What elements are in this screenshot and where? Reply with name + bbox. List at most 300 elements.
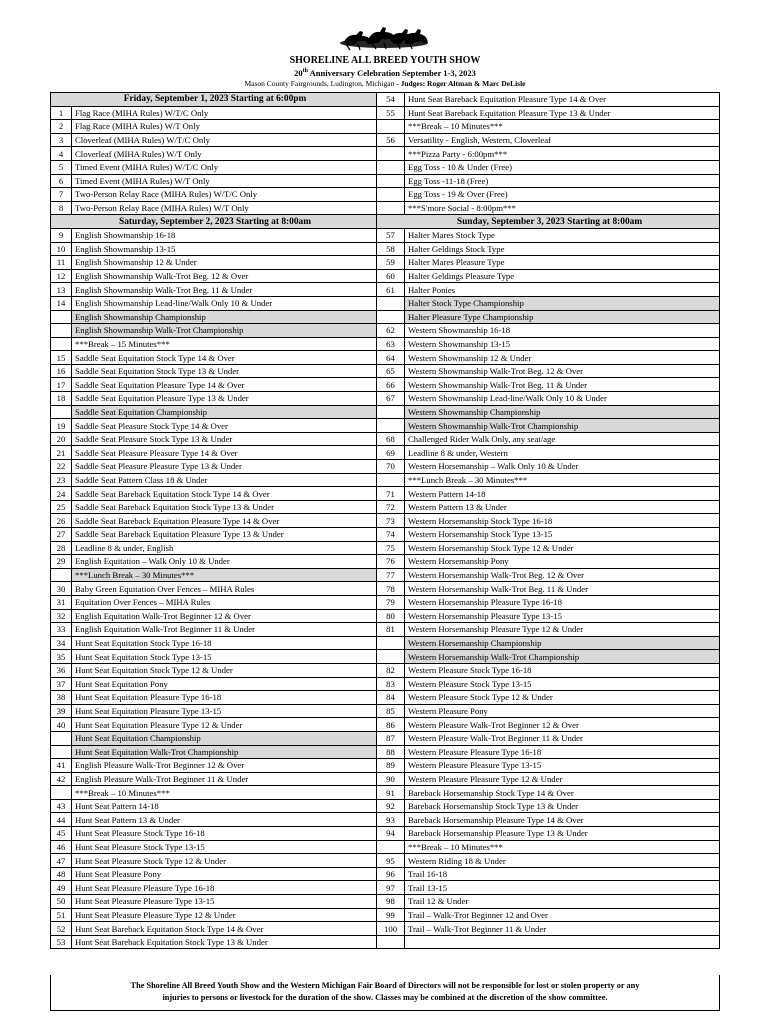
class-name: Cloverleaf (MIHA Rules) W/T Only	[72, 147, 377, 161]
class-number	[377, 840, 405, 854]
class-number: 28	[51, 541, 72, 555]
class-name: Saddle Seat Bareback Equitation Stock Type 13 & Under	[72, 500, 377, 514]
class-number: 43	[51, 799, 72, 813]
schedule-row	[51, 432, 720, 446]
class-name: Halter Ponies	[405, 283, 720, 297]
class-number: 93	[377, 813, 405, 827]
class-number: 67	[377, 392, 405, 406]
schedule-row	[51, 120, 720, 134]
class-number: 48	[51, 867, 72, 881]
class-name: Saddle Seat Pleasure Stock Type 13 & Under	[72, 432, 377, 446]
class-number: 60	[377, 269, 405, 283]
class-name: Western Pleasure Pleasure Type 13-15	[405, 759, 720, 773]
class-name: Bareback Horsemanship Stock Type 14 & Over	[405, 786, 720, 800]
class-name: Western Showmanship 13-15	[405, 337, 720, 351]
schedule-row	[51, 337, 720, 351]
class-name: Saddle Seat Bareback Equitation Stock Type 14 & Over	[72, 487, 377, 501]
class-number: 100	[377, 922, 405, 936]
schedule-row	[51, 106, 720, 120]
class-number: 78	[377, 582, 405, 596]
class-name: Saddle Seat Equitation Championship	[72, 405, 377, 419]
class-number: 94	[377, 827, 405, 841]
class-name: Bareback Horsemanship Pleasure Type 14 & Over	[405, 813, 720, 827]
class-number	[377, 473, 405, 487]
class-name: English Showmanship 16-18	[72, 228, 377, 242]
class-name: Leadline 8 & under, Western	[405, 446, 720, 460]
schedule-row	[51, 174, 720, 188]
schedule-row	[51, 867, 720, 881]
schedule-row	[51, 772, 720, 786]
class-name: Trail 13-15	[405, 881, 720, 895]
class-number: 63	[377, 337, 405, 351]
class-number	[51, 745, 72, 759]
class-name: English Showmanship Walk-Trot Championship	[72, 324, 377, 338]
schedule-row	[51, 840, 720, 854]
class-name: Halter Geldings Stock Type	[405, 242, 720, 256]
class-name: English Showmanship 13-15	[72, 242, 377, 256]
class-name: English Equitation Walk-Trot Beginner 12 & Over	[72, 609, 377, 623]
anniversary-line: 20th Anniversary Celebration September 1-3, 2023	[294, 68, 476, 78]
schedule-row	[51, 555, 720, 569]
class-name	[405, 935, 720, 949]
schedule-row	[51, 718, 720, 732]
class-number: 23	[51, 473, 72, 487]
class-number: 38	[51, 691, 72, 705]
class-name: Halter Mares Stock Type	[405, 228, 720, 242]
class-name: Bareback Horsemanship Pleasure Type 13 & Under	[405, 827, 720, 841]
class-number: 68	[377, 432, 405, 446]
schedule-row	[51, 935, 720, 949]
class-name: Halter Pleasure Type Championship	[405, 310, 720, 324]
schedule-row	[51, 201, 720, 215]
schedule-row	[51, 93, 720, 107]
schedule-row	[51, 269, 720, 283]
class-name: English Showmanship 12 & Under	[72, 256, 377, 270]
class-number: 13	[51, 283, 72, 297]
disclaimer-line-2: injuries to persons or livestock for the duration of the show. Classes may be combined at the discretion of the show committee.	[162, 993, 608, 1002]
class-name: Egg Toss -11-18 (Free)	[405, 174, 720, 188]
class-name: Hunt Seat Pleasure Stock Type 12 & Under	[72, 854, 377, 868]
class-number: 52	[51, 922, 72, 936]
schedule-row	[51, 147, 720, 161]
class-name: Western Horsemanship Walk-Trot Beg. 12 & Over	[405, 568, 720, 582]
class-number: 20	[51, 432, 72, 446]
class-number: 10	[51, 242, 72, 256]
class-number: 71	[377, 487, 405, 501]
class-number: 99	[377, 908, 405, 922]
class-name: Western Horsemanship Pleasure Type 16-18	[405, 595, 720, 609]
class-name: Hunt Seat Equitation Stock Type 12 & Under	[72, 663, 377, 677]
class-number	[51, 568, 72, 582]
horses-logo-icon	[338, 20, 430, 52]
class-number: 69	[377, 446, 405, 460]
class-name: English Showmanship Championship	[72, 310, 377, 324]
schedule-row	[51, 188, 720, 202]
class-name: Western Horsemanship Pleasure Type 13-15	[405, 609, 720, 623]
class-name: Western Showmanship 16-18	[405, 324, 720, 338]
class-name: Hunt Seat Pleasure Pleasure Type 12 & Under	[72, 908, 377, 922]
class-number	[377, 174, 405, 188]
class-name: Hunt Seat Pattern 14-18	[72, 799, 377, 813]
class-name: Hunt Seat Pleasure Pony	[72, 867, 377, 881]
schedule-row	[51, 528, 720, 542]
class-number: 2	[51, 120, 72, 134]
judges-text: Judges: Roger Altman & Marc DeLisle	[400, 79, 526, 88]
class-name: Saddle Seat Bareback Equitation Pleasure Type 14 & Over	[72, 514, 377, 528]
class-number: 76	[377, 555, 405, 569]
class-name: Flag Race (MIHA Rules) W/T/C Only	[72, 106, 377, 120]
class-number: 51	[51, 908, 72, 922]
schedule-row	[51, 446, 720, 460]
class-number: 12	[51, 269, 72, 283]
class-number: 79	[377, 595, 405, 609]
class-name: Saddle Seat Equitation Pleasure Type 14 & Over	[72, 378, 377, 392]
schedule-row	[51, 636, 720, 650]
class-name: Hunt Seat Equitation Pleasure Type 16-18	[72, 691, 377, 705]
class-name: Cloverleaf (MIHA Rules) W/T/C Only	[72, 133, 377, 147]
class-number: 45	[51, 827, 72, 841]
class-name: English Pleasure Walk-Trot Beginner 12 & Over	[72, 759, 377, 773]
class-name: Hunt Seat Bareback Equitation Stock Type 14 & Over	[72, 922, 377, 936]
schedule-row	[51, 691, 720, 705]
class-name: Saddle Seat Equitation Pleasure Type 13 & Under	[72, 392, 377, 406]
class-number: 39	[51, 704, 72, 718]
class-name: Western Showmanship Walk-Trot Beg. 11 & Under	[405, 378, 720, 392]
class-name: Versatility - English, Western, Cloverleaf	[405, 133, 720, 147]
class-name: Western Pleasure Walk-Trot Beginner 12 & Over	[405, 718, 720, 732]
class-number	[377, 188, 405, 202]
schedule-row	[51, 609, 720, 623]
schedule-row	[51, 364, 720, 378]
class-number	[377, 296, 405, 310]
class-name: Timed Event (MIHA Rules) W/T/C Only	[72, 160, 377, 174]
class-number: 16	[51, 364, 72, 378]
class-name: Flag Race (MIHA Rules) W/T Only	[72, 120, 377, 134]
class-name: Timed Event (MIHA Rules) W/T Only	[72, 174, 377, 188]
class-number: 88	[377, 745, 405, 759]
class-name: Western Horsemanship Walk-Trot Beg. 11 & Under	[405, 582, 720, 596]
schedule-row	[51, 160, 720, 174]
class-name: Two-Person Relay Race (MIHA Rules) W/T Only	[72, 201, 377, 215]
class-number	[377, 419, 405, 433]
class-name: Western Pattern 13 & Under	[405, 500, 720, 514]
class-number: 32	[51, 609, 72, 623]
class-name: ***Lunch Break – 30 Minutes***	[405, 473, 720, 487]
class-number: 62	[377, 324, 405, 338]
class-name: Hunt Seat Bareback Equitation Stock Type 13 & Under	[72, 935, 377, 949]
class-number: 86	[377, 718, 405, 732]
class-name: ***Break – 10 Minutes***	[405, 840, 720, 854]
show-title: SHORELINE ALL BREED YOUTH SHOW	[289, 55, 481, 66]
class-name: Hunt Seat Equitation Pony	[72, 677, 377, 691]
class-number: 90	[377, 772, 405, 786]
class-number: 55	[377, 106, 405, 120]
class-name: Hunt Seat Equitation Stock Type 13-15	[72, 650, 377, 664]
location-line: Mason County Fairgrounds, Ludington, Michigan - Judges: Roger Altman & Marc DeLisle	[244, 79, 526, 88]
class-name: English Showmanship Walk-Trot Beg. 11 & Under	[72, 283, 377, 297]
class-number: 87	[377, 731, 405, 745]
class-number: 4	[51, 147, 72, 161]
class-number: 58	[377, 242, 405, 256]
class-name: Western Pleasure Pleasure Type 16-18	[405, 745, 720, 759]
class-name: English Pleasure Walk-Trot Beginner 11 & Under	[72, 772, 377, 786]
class-name: ***Pizza Party - 6:00pm***	[405, 147, 720, 161]
schedule-row	[51, 745, 720, 759]
class-name: ***Break – 10 Minutes***	[405, 120, 720, 134]
class-name: Western Horsemanship Championship	[405, 636, 720, 650]
class-number: 26	[51, 514, 72, 528]
schedule-row	[51, 283, 720, 297]
class-number: 35	[51, 650, 72, 664]
class-number: 59	[377, 256, 405, 270]
class-name: Western Pleasure Stock Type 16-18	[405, 663, 720, 677]
schedule-row	[51, 895, 720, 909]
class-number: 21	[51, 446, 72, 460]
class-name: Trail – Walk-Trot Beginner 12 and Over	[405, 908, 720, 922]
class-name: Western Horsemanship – Walk Only 10 & Under	[405, 460, 720, 474]
schedule-row	[51, 487, 720, 501]
class-name: Hunt Seat Equitation Pleasure Type 12 & Under	[72, 718, 377, 732]
class-name: Hunt Seat Pleasure Stock Type 13-15	[72, 840, 377, 854]
schedule-row	[51, 595, 720, 609]
class-name: Equitation Over Fences – MIHA Rules	[72, 595, 377, 609]
class-name: Hunt Seat Bareback Equitation Pleasure Type 13 & Under	[405, 106, 720, 120]
schedule-row	[51, 704, 720, 718]
class-number: 17	[51, 378, 72, 392]
class-number: 75	[377, 541, 405, 555]
schedule-row	[51, 922, 720, 936]
schedule-row	[51, 881, 720, 895]
class-name: Western Showmanship 12 & Under	[405, 351, 720, 365]
class-number	[51, 324, 72, 338]
class-number: 85	[377, 704, 405, 718]
schedule-row	[51, 473, 720, 487]
schedule-row	[51, 242, 720, 256]
class-number: 92	[377, 799, 405, 813]
class-number: 22	[51, 460, 72, 474]
schedule-row	[51, 228, 720, 242]
class-number: 25	[51, 500, 72, 514]
class-name: English Equitation Walk-Trot Beginner 11 & Under	[72, 623, 377, 637]
class-name: Halter Geldings Pleasure Type	[405, 269, 720, 283]
class-number: 96	[377, 867, 405, 881]
class-number	[51, 731, 72, 745]
class-number: 9	[51, 228, 72, 242]
schedule-row	[51, 351, 720, 365]
class-name: Western Horsemanship Pony	[405, 555, 720, 569]
schedule-row	[51, 310, 720, 324]
schedule-row	[51, 419, 720, 433]
class-number: 98	[377, 895, 405, 909]
class-name: Hunt Seat Pleasure Pleasure Type 16-18	[72, 881, 377, 895]
class-number	[377, 310, 405, 324]
day-header-left: Saturday, September 2, 2023 Starting at 8:00am	[51, 215, 377, 229]
class-name: Western Pleasure Walk-Trot Beginner 11 & Under	[405, 731, 720, 745]
class-name: Western Pleasure Stock Type 13-15	[405, 677, 720, 691]
class-name: Bareback Horsemanship Stock Type 13 & Under	[405, 799, 720, 813]
class-number: 49	[51, 881, 72, 895]
class-name: Western Horsemanship Stock Type 13-15	[405, 528, 720, 542]
schedule-row	[51, 405, 720, 419]
class-number: 8	[51, 201, 72, 215]
class-number: 19	[51, 419, 72, 433]
class-number	[377, 201, 405, 215]
class-number: 65	[377, 364, 405, 378]
class-number: 72	[377, 500, 405, 514]
schedule-row	[51, 582, 720, 596]
class-name: Saddle Seat Bareback Equitation Pleasure Type 13 & Under	[72, 528, 377, 542]
schedule-row	[51, 908, 720, 922]
schedule-row	[51, 568, 720, 582]
class-name: Egg Toss - 19 & Over (Free)	[405, 188, 720, 202]
class-number: 89	[377, 759, 405, 773]
schedule-row	[51, 731, 720, 745]
class-number: 81	[377, 623, 405, 637]
schedule-row	[51, 786, 720, 800]
schedule-row	[51, 378, 720, 392]
class-name: ***S'more Social - 8:00pm***	[405, 201, 720, 215]
class-name: Hunt Seat Pattern 13 & Under	[72, 813, 377, 827]
class-number	[377, 160, 405, 174]
class-number: 6	[51, 174, 72, 188]
class-number	[377, 636, 405, 650]
class-number	[51, 310, 72, 324]
class-name: Hunt Seat Equitation Stock Type 16-18	[72, 636, 377, 650]
class-name: Western Showmanship Championship	[405, 405, 720, 419]
class-number: 30	[51, 582, 72, 596]
class-name: Trail – Walk-Trot Beginner 11 & Under	[405, 922, 720, 936]
class-number: 11	[51, 256, 72, 270]
class-number	[377, 147, 405, 161]
schedule-row	[51, 677, 720, 691]
class-name: Baby Green Equitation Over Fences – MIHA Rules	[72, 582, 377, 596]
schedule-table	[50, 92, 720, 949]
class-name: English Equitation – Walk Only 10 & Under	[72, 555, 377, 569]
class-number: 37	[51, 677, 72, 691]
schedule-row	[51, 663, 720, 677]
class-number	[51, 405, 72, 419]
schedule-row	[51, 759, 720, 773]
class-number: 97	[377, 881, 405, 895]
class-name: ***Break – 15 Minutes***	[72, 337, 377, 351]
class-name: Hunt Seat Equitation Pleasure Type 13-15	[72, 704, 377, 718]
disclaimer-footer	[50, 975, 720, 1011]
class-name: Western Pattern 14-18	[405, 487, 720, 501]
class-number: 56	[377, 133, 405, 147]
class-name: Western Pleasure Stock Type 12 & Under	[405, 691, 720, 705]
schedule-row	[51, 827, 720, 841]
class-number: 84	[377, 691, 405, 705]
class-name: Hunt Seat Equitation Walk-Trot Championship	[72, 745, 377, 759]
class-name: Halter Stock Type Championship	[405, 296, 720, 310]
class-number: 66	[377, 378, 405, 392]
class-name: Trail 16-18	[405, 867, 720, 881]
class-name: Saddle Seat Pattern Class 18 & Under	[72, 473, 377, 487]
class-number	[51, 337, 72, 351]
class-number: 70	[377, 460, 405, 474]
class-name: Western Showmanship Walk-Trot Championship	[405, 419, 720, 433]
class-name: Trail 12 & Under	[405, 895, 720, 909]
class-number: 40	[51, 718, 72, 732]
class-number: 5	[51, 160, 72, 174]
class-number: 15	[51, 351, 72, 365]
class-number: 73	[377, 514, 405, 528]
class-name: English Showmanship Lead-line/Walk Only 10 & Under	[72, 296, 377, 310]
class-number: 64	[377, 351, 405, 365]
class-number: 24	[51, 487, 72, 501]
day-header-left: Friday, September 1, 2023 Starting at 6:00pm	[51, 93, 377, 107]
class-name: Hunt Seat Equitation Championship	[72, 731, 377, 745]
class-number: 18	[51, 392, 72, 406]
class-number: 36	[51, 663, 72, 677]
class-number: 14	[51, 296, 72, 310]
class-name: Saddle Seat Equitation Stock Type 14 & Over	[72, 351, 377, 365]
schedule-row	[51, 460, 720, 474]
class-name: Challenged Rider Walk Only, any seat/age	[405, 432, 720, 446]
day-header-right: Sunday, September 3, 2023 Starting at 8:00am	[377, 215, 720, 229]
class-number: 7	[51, 188, 72, 202]
schedule-row	[51, 215, 720, 229]
class-name: Saddle Seat Pleasure Pleasure Type 14 & Over	[72, 446, 377, 460]
class-number	[51, 786, 72, 800]
class-number: 29	[51, 555, 72, 569]
class-number: 95	[377, 854, 405, 868]
schedule-row	[51, 392, 720, 406]
class-name: Western Horsemanship Walk-Trot Championship	[405, 650, 720, 664]
schedule-row	[51, 500, 720, 514]
class-number: 34	[51, 636, 72, 650]
schedule-row	[51, 541, 720, 555]
class-name: Western Horsemanship Stock Type 16-18	[405, 514, 720, 528]
class-name: ***Break – 10 Minutes***	[72, 786, 377, 800]
schedule-row	[51, 133, 720, 147]
disclaimer-line-1: The Shoreline All Breed Youth Show and the Western Michigan Fair Board of Directors will not be responsible for lost or stolen property or any	[130, 981, 640, 990]
class-number: 1	[51, 106, 72, 120]
class-name: Leadline 8 & under, English	[72, 541, 377, 555]
class-number: 41	[51, 759, 72, 773]
class-name: Western Pleasure Pony	[405, 704, 720, 718]
class-number: 3	[51, 133, 72, 147]
class-name: Western Riding 18 & Under	[405, 854, 720, 868]
class-number: 82	[377, 663, 405, 677]
class-number: 27	[51, 528, 72, 542]
class-name: Hunt Seat Bareback Equitation Pleasure Type 14 & Over	[405, 93, 720, 107]
class-number: 80	[377, 609, 405, 623]
class-name: English Showmanship Walk-Trot Beg. 12 & Over	[72, 269, 377, 283]
class-name: Western Showmanship Walk-Trot Beg. 12 & Over	[405, 364, 720, 378]
class-number: 83	[377, 677, 405, 691]
class-number: 61	[377, 283, 405, 297]
class-name: ***Lunch Break – 30 Minutes***	[72, 568, 377, 582]
class-number	[377, 120, 405, 134]
class-number: 31	[51, 595, 72, 609]
class-name: Western Showmanship Lead-line/Walk Only 10 & Under	[405, 392, 720, 406]
schedule-row	[51, 799, 720, 813]
class-number: 74	[377, 528, 405, 542]
class-name: Western Horsemanship Pleasure Type 12 & Under	[405, 623, 720, 637]
class-number: 77	[377, 568, 405, 582]
schedule-row	[51, 256, 720, 270]
class-name: Egg Toss - 10 & Under (Free)	[405, 160, 720, 174]
class-number: 33	[51, 623, 72, 637]
class-name: Western Horsemanship Stock Type 12 & Under	[405, 541, 720, 555]
schedule-row	[51, 324, 720, 338]
class-name: Western Pleasure Pleasure Type 12 & Under	[405, 772, 720, 786]
schedule-row	[51, 813, 720, 827]
class-name: Halter Mares Pleasure Type	[405, 256, 720, 270]
schedule-row	[51, 650, 720, 664]
class-name: Saddle Seat Pleasure Stock Type 14 & Over	[72, 419, 377, 433]
